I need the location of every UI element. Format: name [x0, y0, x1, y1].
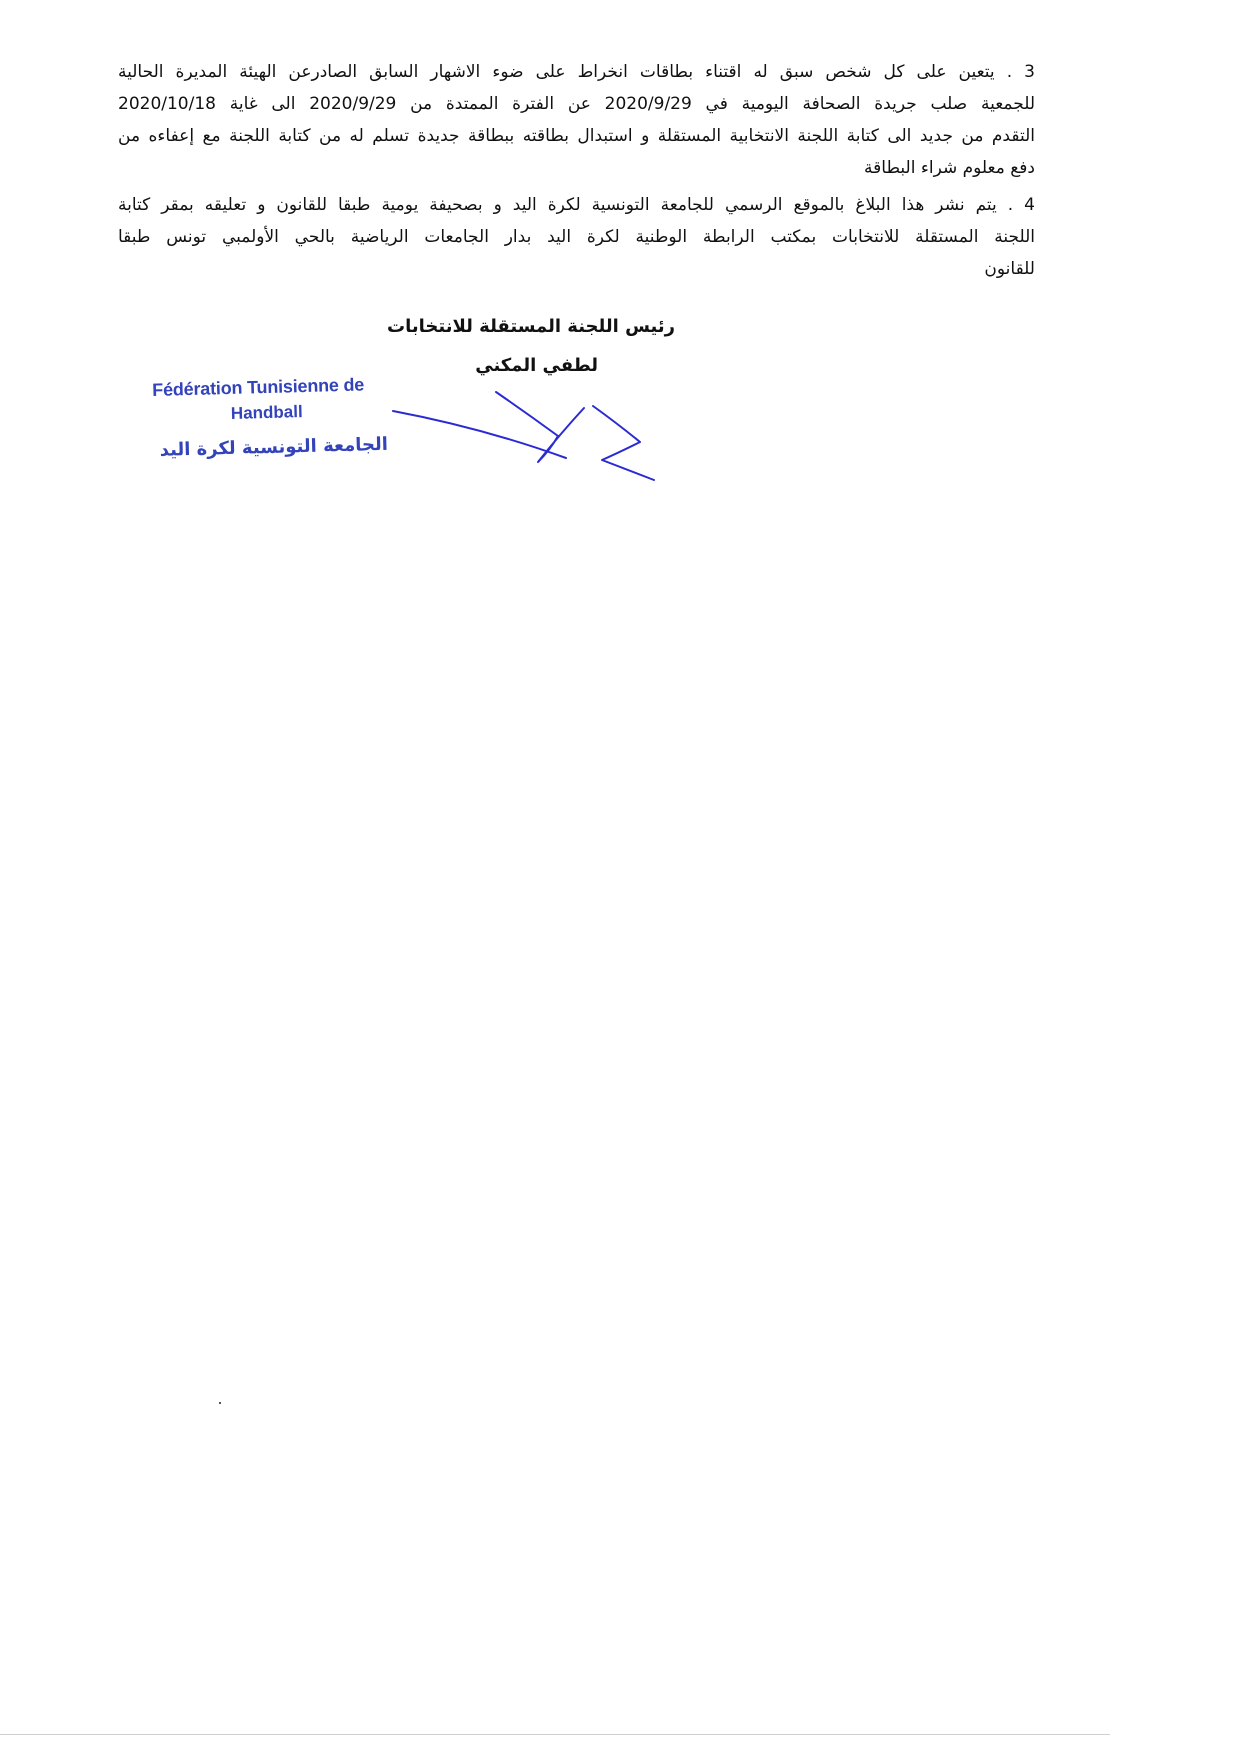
stamp-line-3: الجامعة التونسية لكرة اليد	[159, 433, 389, 461]
clause-3-line: 3 . يتعين على كل شخص سبق له اقتناء بطاقات انخراط على ضوء الاشهار السابق الصادرعن الهيئة المديرة الحالية	[118, 62, 1035, 82]
clause-3-line: للجمعية صلب جريدة الصحافة اليومية في 2020/9/29 عن الفترة الممتدة من 2020/9/29 الى غاية 2020/10/18	[118, 94, 1036, 114]
handwritten-signature	[388, 384, 668, 494]
clause-3	[118, 56, 1035, 184]
clause-4-line: للقانون	[984, 259, 1035, 279]
stamp-line-2: Handball	[230, 402, 303, 423]
scan-edge-line	[0, 1734, 1110, 1735]
stamp-line-1: Fédération Tunisienne de	[152, 374, 365, 400]
clause-3-line: دفع معلوم شراء البطاقة	[864, 158, 1035, 178]
clause-3-line: التقدم من جديد الى كتابة اللجنة الانتخابية المستقلة و استبدال بطاقته ببطاقة جديدة تسلم له من كتابة اللجنة مع إعفاءه من	[118, 126, 1035, 146]
clause-4-line: 4 . يتم نشر هذا البلاغ بالموقع الرسمي للجامعة التونسية لكرة اليد و بصحيفة يومية طبقا للقانون و تعليقه بمقر كتابة	[118, 195, 1035, 215]
scan-speck	[219, 1402, 221, 1404]
clause-4	[118, 189, 1035, 285]
clause-4-line: اللجنة المستقلة للانتخابات بمكتب الرابطة الوطنية لكرة اليد بدار الجامعات الرياضية بالحي الأولمبي تونس طبقا	[118, 227, 1035, 247]
signatory-title: رئيس اللجنة المستقلة للانتخابات	[387, 316, 675, 337]
signatory-name: لطفي المكني	[475, 355, 598, 376]
announcement-body	[118, 56, 1035, 285]
federation-stamp	[152, 373, 405, 480]
